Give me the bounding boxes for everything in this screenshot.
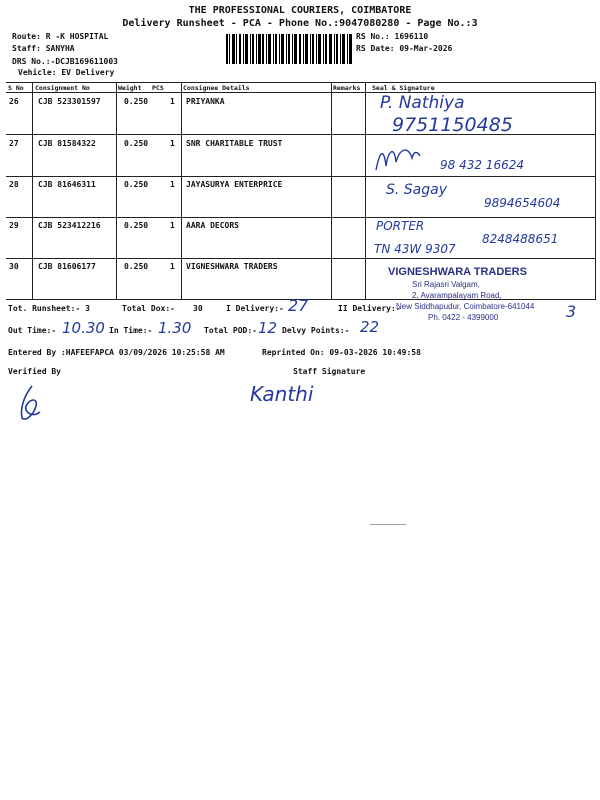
table-border-top [6, 82, 595, 83]
row-consignee: JAYASURYA ENTERPRICE [186, 180, 283, 189]
rs-number: RS No.: 1696110 [356, 32, 429, 41]
total-pod-label: Total POD:- [204, 326, 257, 335]
row-weight: 0.250 [124, 221, 149, 230]
in-time-value: 1.30 [158, 319, 192, 337]
route-label: Route: R -K HOSPITAL [12, 32, 109, 41]
header-consignee: Consignee Details [183, 84, 250, 92]
ii-delivery-label: II Delivery:- [338, 304, 401, 313]
delvy-points-value: 22 [360, 318, 380, 336]
row-pcs: 1 [170, 221, 175, 230]
table-header-divider [6, 92, 595, 93]
row-divider [6, 258, 595, 259]
row-pcs: 1 [170, 180, 175, 189]
row-sno: 27 [9, 139, 19, 148]
total-dox-label: Total Dox:- [122, 304, 175, 313]
handwritten-phone: 98 432 16624 [440, 158, 524, 172]
runsheet-subtitle: Delivery Runsheet - PCA - Phone No.:9047080280 - Page No.:3 [122, 18, 478, 29]
row-weight: 0.250 [124, 180, 149, 189]
stamp-line: 2, Avarampalayam Road, [412, 291, 502, 300]
handwritten-vehicle-number: TN 43W 9307 [374, 242, 456, 256]
col-divider [181, 82, 182, 300]
signature-scribble [372, 140, 422, 174]
header-seal-signature: Seal & Signature [372, 84, 435, 92]
company-title: THE PROFESSIONAL COURIERS, COIMBATORE [188, 5, 412, 16]
row-consignee: AARA DECORS [186, 221, 239, 230]
row-consignment: CJB 81646311 [38, 180, 96, 189]
handwritten-phone: 9751150485 [392, 114, 513, 136]
staff-signature-label: Staff Signature [293, 367, 366, 376]
row-pcs: 1 [170, 97, 175, 106]
table-border-right [595, 82, 596, 300]
drs-number: DRS No.:-DCJB169611003 [12, 57, 118, 66]
i-delivery-value: 27 [288, 296, 309, 315]
row-divider [6, 217, 595, 218]
reprinted-on: Reprinted On: 09-03-2026 10:49:58 [262, 348, 421, 357]
out-time-value: 10.30 [62, 319, 105, 337]
out-time-label: Out Time:- [8, 326, 57, 335]
handwritten-remark: PORTER [376, 219, 425, 233]
scan-mark [370, 524, 406, 525]
row-sno: 29 [9, 221, 19, 230]
col-divider [331, 82, 332, 300]
in-time-label: In Time:- [109, 326, 153, 335]
staff-label: Staff: SANYHA [12, 44, 75, 53]
row-consignee: PRIYANKA [186, 97, 225, 106]
handwritten-phone: 9894654604 [484, 196, 561, 210]
row-sno: 26 [9, 97, 19, 106]
stamp-company-name: VIGNESHWARA TRADERS [388, 266, 527, 278]
header-remarks: Remarks [333, 84, 361, 92]
header-weight: Weight [118, 84, 142, 92]
col-divider [365, 82, 366, 300]
rs-date: RS Date: 09-Mar-2026 [356, 44, 453, 53]
total-pod-value: 12 [258, 319, 278, 337]
handwritten-name: P. Nathiya [380, 93, 465, 113]
row-pcs: 1 [170, 262, 175, 271]
row-consignment: CJB 523412216 [38, 221, 101, 230]
row-pcs: 1 [170, 139, 175, 148]
row-weight: 0.250 [124, 139, 149, 148]
handwritten-name: S. Sagay [386, 182, 448, 198]
row-consignment: CJB 81584322 [38, 139, 96, 148]
vehicle-label: Vehicle: EV Delivery [18, 68, 115, 77]
row-sno: 30 [9, 262, 19, 271]
total-runsheet: Tot. Runsheet:- 3 [8, 304, 90, 313]
row-consignee: VIGNESHWARA TRADERS [186, 262, 278, 271]
row-consignment: CJB 81606177 [38, 262, 96, 271]
row-consignee: SNR CHARITABLE TRUST [186, 139, 283, 148]
col-divider [32, 82, 33, 300]
header-sno: S No [8, 84, 24, 92]
total-dox-value: 30 [193, 304, 203, 313]
stamp-line: Sri Rajasri Valgam, [412, 280, 480, 289]
stamp-line: New Siddhapudur, Coimbatore-641044 [396, 302, 535, 311]
header-consignment: Consignment No [35, 84, 90, 92]
header-pcs: PCS [152, 84, 164, 92]
row-consignment: CJB 523301597 [38, 97, 101, 106]
delvy-points-label: Delvy Points:- [282, 326, 350, 335]
row-weight: 0.250 [124, 97, 149, 106]
handwritten-phone: 8248488651 [482, 232, 559, 246]
entered-by: Entered By :HAFEEFAPCA 03/09/2026 10:25:58 AM [8, 348, 225, 357]
row-divider [6, 176, 595, 177]
stamp-phone: Ph. 0422 - 4399000 [428, 313, 499, 322]
verified-by-label: Verified By [8, 367, 61, 376]
handwritten-mark: 3 [566, 302, 577, 321]
staff-handwritten-signature: Kanthi [250, 382, 314, 406]
col-divider [116, 82, 117, 300]
i-delivery-label: I Delivery:- [226, 304, 284, 313]
row-weight: 0.250 [124, 262, 149, 271]
verified-signature [14, 384, 48, 424]
barcode [226, 34, 352, 64]
row-sno: 28 [9, 180, 19, 189]
